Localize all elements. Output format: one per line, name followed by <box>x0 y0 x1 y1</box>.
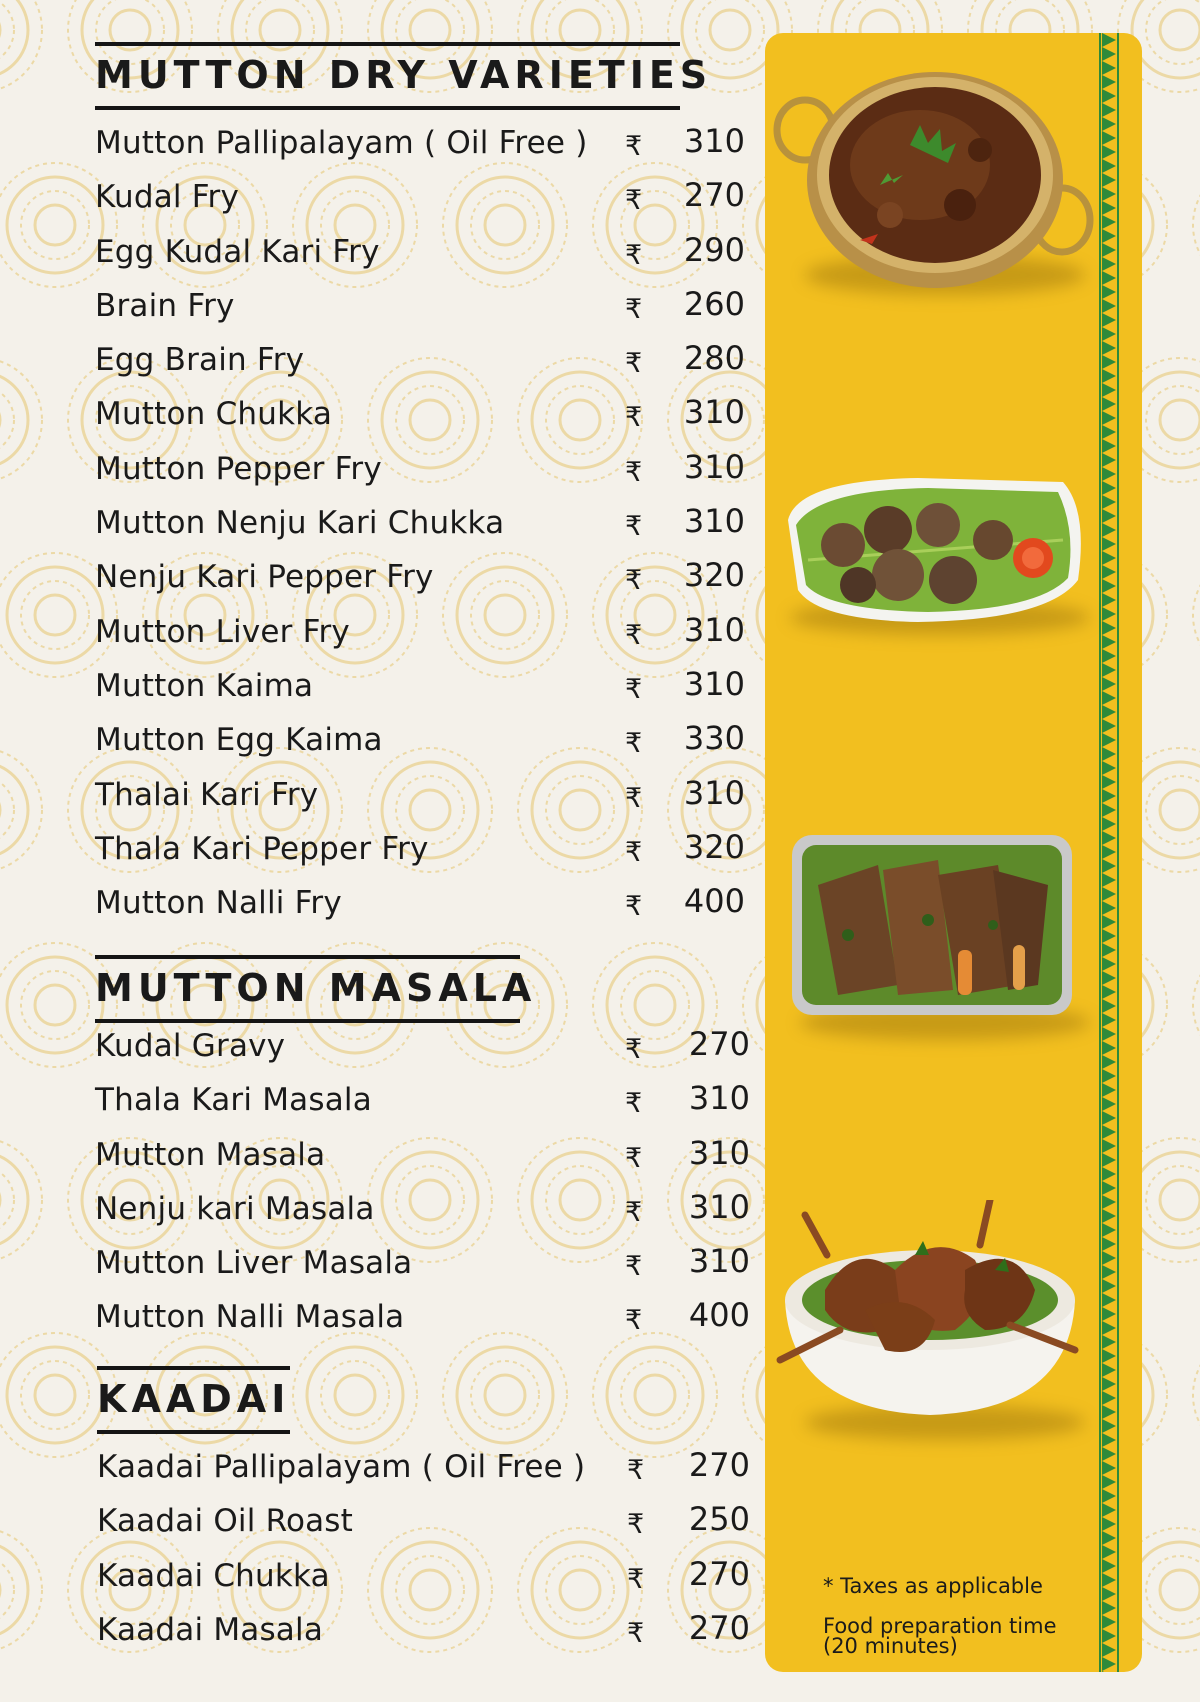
menu-item-price: 280 <box>683 339 745 378</box>
menu-item-price: 310 <box>683 447 745 486</box>
menu-item-price: 400 <box>683 882 745 921</box>
menu-item-name: Egg Kudal Kari Fry <box>95 233 380 270</box>
menu-item <box>95 387 745 441</box>
menu-item-price: 320 <box>683 827 745 866</box>
menu-item-price: 270 <box>688 1025 750 1063</box>
menu-item-name: Kaadai Masala <box>97 1611 324 1648</box>
menu-item <box>95 659 745 713</box>
mutton-curry-in-pot-image <box>770 55 1100 300</box>
menu-item-name: Mutton Liver Fry <box>95 613 350 650</box>
rupee-icon: ₹ <box>625 565 643 597</box>
rupee-icon: ₹ <box>625 782 643 814</box>
menu-item-price: 310 <box>683 664 745 703</box>
section-heading <box>95 42 713 110</box>
menu-item-name: Nenju Kari Pepper Fry <box>95 559 434 596</box>
menu-item-name: Mutton Nenju Kari Chukka <box>95 505 505 542</box>
menu-item-price: 310 <box>683 502 745 541</box>
menu-item-name: Mutton Egg Kaima <box>95 722 383 759</box>
rupee-icon: ₹ <box>627 1563 645 1595</box>
section-title: KAADAI <box>97 1377 291 1421</box>
menu-item <box>95 1019 750 1073</box>
menu-item-name: Brain Fry <box>95 287 235 324</box>
heading-rule-bottom <box>97 1430 290 1434</box>
menu-item-price: 270 <box>688 1446 750 1484</box>
menu-item <box>97 1440 750 1494</box>
menu-item <box>95 1073 750 1127</box>
menu-item <box>95 822 745 876</box>
menu-item <box>95 605 745 659</box>
menu-item-price: 270 <box>688 1608 750 1647</box>
menu-item-name: Mutton Chukka <box>95 396 333 433</box>
menu-item-price: 310 <box>688 1133 750 1172</box>
rupee-icon: ₹ <box>625 1196 643 1228</box>
prep-time-note-line2: (20 minutes) <box>823 1634 958 1658</box>
rupee-icon: ₹ <box>625 185 643 217</box>
menu-item-price: 270 <box>688 1554 750 1593</box>
menu-item <box>95 225 745 279</box>
menu-item <box>95 713 745 767</box>
menu-item <box>95 170 745 224</box>
rupee-icon: ₹ <box>625 456 643 488</box>
menu-item <box>95 550 745 604</box>
taxes-note: * Taxes as applicable <box>823 1574 1043 1598</box>
menu-item-name: Mutton Nalli Masala <box>95 1299 405 1336</box>
menu-item <box>95 496 745 550</box>
menu-item-name: Mutton Masala <box>95 1136 326 1173</box>
menu-item-price: 310 <box>683 393 745 432</box>
menu-item-name: Kudal Gravy <box>95 1028 286 1064</box>
menu-item <box>95 876 745 930</box>
rupee-icon: ₹ <box>625 1142 643 1174</box>
menu-item-price: 310 <box>688 1079 750 1118</box>
heading-rule-bottom <box>95 106 680 110</box>
rupee-icon: ₹ <box>625 728 643 760</box>
rupee-icon: ₹ <box>625 836 643 868</box>
menu-item <box>95 1128 750 1182</box>
rupee-icon: ₹ <box>625 511 643 543</box>
menu-item-name: Mutton Nalli Fry <box>95 885 342 922</box>
menu-item-price: 320 <box>683 556 745 595</box>
menu-item-price: 310 <box>683 610 745 649</box>
rupee-icon: ₹ <box>625 239 643 271</box>
menu-item-name: Thala Kari Pepper Fry <box>95 830 429 867</box>
rupee-icon: ₹ <box>625 891 643 923</box>
menu-item-name: Kaadai Pallipalayam ( Oil Free ) <box>97 1449 586 1485</box>
menu-item <box>95 279 745 333</box>
menu-item-name: Mutton Pepper Fry <box>95 450 382 487</box>
rupee-icon: ₹ <box>625 402 643 434</box>
menu-item-name: Mutton Pallipalayam ( Oil Free ) <box>95 125 588 161</box>
menu-item-price: 310 <box>688 1242 750 1281</box>
menu-item <box>95 333 745 387</box>
rupee-icon: ₹ <box>625 1088 643 1120</box>
mutton-fry-on-banana-leaf-image <box>778 470 1094 630</box>
rupee-icon: ₹ <box>625 348 643 380</box>
menu-item-price: 250 <box>688 1500 750 1539</box>
menu-item <box>97 1603 750 1657</box>
rupee-icon: ₹ <box>627 1509 645 1541</box>
heading-rule-top <box>95 42 680 46</box>
menu-item <box>97 1494 750 1548</box>
menu-item-price: 290 <box>683 230 745 269</box>
rupee-icon: ₹ <box>627 1617 645 1649</box>
menu-item-price: 310 <box>683 773 745 812</box>
rupee-icon: ₹ <box>625 673 643 705</box>
menu-item-list <box>97 1440 750 1657</box>
heading-rule-top <box>95 955 520 959</box>
menu-item <box>95 442 745 496</box>
menu-item <box>95 1236 750 1290</box>
section-title: MUTTON DRY VARIETIES <box>95 53 713 97</box>
rupee-icon: ₹ <box>625 1034 643 1065</box>
mutton-nalli-fry-tray-image <box>788 825 1078 1025</box>
section-mutton-dry-varieties <box>95 42 745 930</box>
rupee-icon: ₹ <box>625 1251 643 1283</box>
menu-item-name: Mutton Liver Masala <box>95 1245 413 1282</box>
section-heading <box>97 1366 290 1434</box>
section-mutton-masala <box>95 955 750 1345</box>
menu-item <box>95 1182 750 1236</box>
rupee-icon: ₹ <box>625 619 643 651</box>
menu-item <box>97 1549 750 1603</box>
menu-item-name: Nenju kari Masala <box>95 1190 375 1227</box>
menu-item <box>95 768 745 822</box>
menu-item-price: 270 <box>683 176 745 215</box>
menu-item-name: Kaadai Chukka <box>97 1557 330 1594</box>
menu-item <box>95 116 745 170</box>
prep-time-note-line1: Food preparation time <box>823 1614 1057 1638</box>
section-heading <box>95 955 537 1023</box>
kaadai-fry-bowl-image <box>765 1200 1095 1430</box>
menu-item-price: 400 <box>688 1296 750 1335</box>
menu-item-name: Thalai Kari Fry <box>95 776 319 813</box>
menu-item-price: 260 <box>683 284 745 323</box>
menu-item-name: Kudal Fry <box>95 179 240 216</box>
menu-item-list <box>95 116 745 930</box>
rupee-icon: ₹ <box>625 131 643 162</box>
menu-item-price: 330 <box>683 719 745 758</box>
menu-item <box>95 1290 750 1344</box>
rupee-icon: ₹ <box>627 1455 645 1486</box>
section-kaadai <box>97 1366 750 1657</box>
heading-rule-top <box>97 1366 290 1370</box>
rupee-icon: ₹ <box>625 1305 643 1337</box>
menu-item-name: Mutton Kaima <box>95 667 314 704</box>
menu-item-name: Kaadai Oil Roast <box>97 1503 354 1540</box>
menu-item-list <box>95 1019 750 1345</box>
menu-item-price: 310 <box>688 1187 750 1226</box>
menu-item-price: 310 <box>683 122 745 160</box>
menu-item-name: Egg Brain Fry <box>95 342 305 379</box>
menu-item-name: Thala Kari Masala <box>95 1082 372 1119</box>
rupee-icon: ₹ <box>625 293 643 325</box>
section-title: MUTTON MASALA <box>95 966 537 1010</box>
